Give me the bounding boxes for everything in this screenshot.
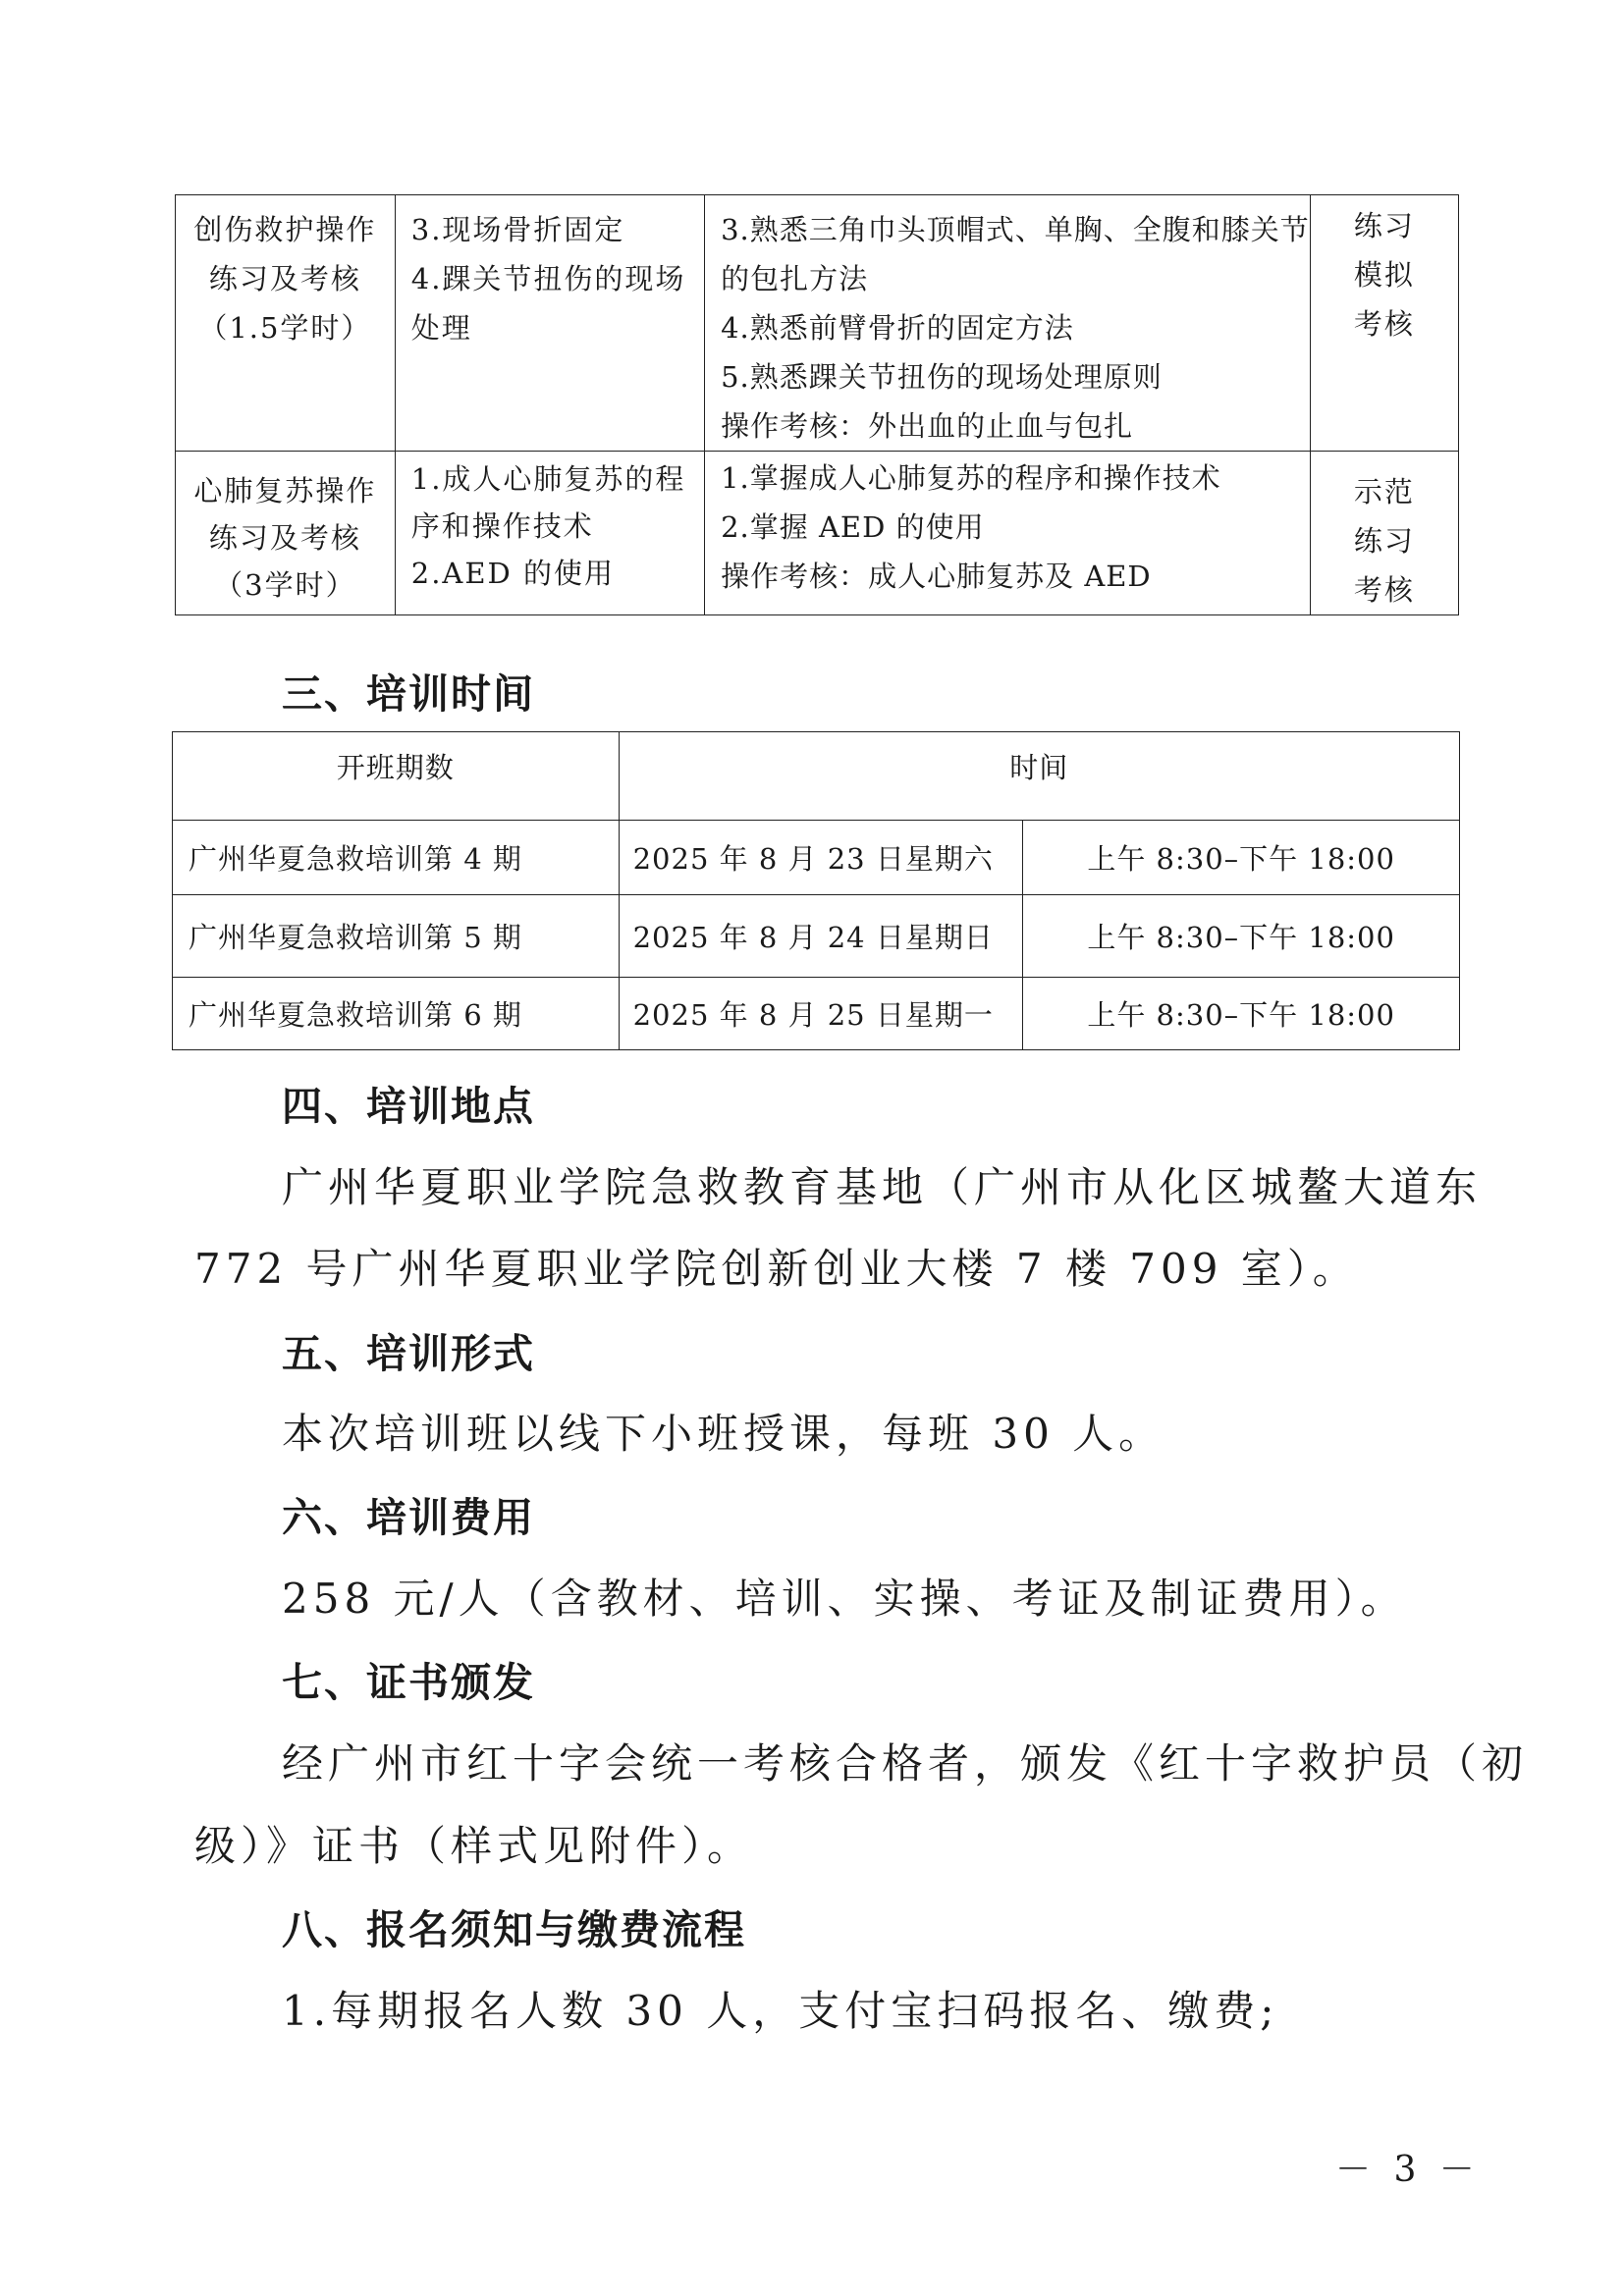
module-cell: [176, 452, 396, 615]
method-line: 练习: [1353, 209, 1415, 242]
objective-line: 的包扎方法: [721, 262, 869, 295]
objective-line: 2.掌握 AED 的使用: [721, 510, 985, 544]
table-row: [176, 452, 1459, 615]
course-table: [175, 194, 1459, 615]
module-line: 创伤救护操作: [193, 213, 377, 246]
table-row: [173, 895, 1460, 978]
paragraph-line: 772 号广州华夏职业学院创新创业大楼 7 楼 709 室）。: [194, 1245, 1359, 1293]
module-line: 心肺复苏操作: [193, 474, 377, 507]
hours-cell: 上午 8:30–下午 18:00: [1023, 821, 1460, 895]
module-line: 练习及考核: [208, 521, 361, 555]
schedule-table: [172, 731, 1460, 1050]
content-line: 处理: [410, 311, 472, 345]
date-cell: 2025 年 8 月 23 日星期六: [619, 821, 1023, 895]
hours-cell: 上午 8:30–下午 18:00: [1023, 895, 1460, 978]
page-number: － 3 －: [1335, 2150, 1481, 2190]
paragraph-line: 本次培训班以线下小班授课，每班 30 人。: [282, 1410, 1165, 1458]
table-header-row: [173, 732, 1460, 821]
content-cell: [395, 195, 704, 452]
paragraph-line: 级）》证书（样式见附件）。: [194, 1822, 754, 1870]
method-cell: [1310, 195, 1458, 452]
section-heading: 六、培训费用: [282, 1494, 535, 1541]
module-line: （3学时）: [214, 568, 356, 602]
content-line: 3.现场骨折固定: [410, 213, 625, 246]
method-line: 考核: [1353, 573, 1415, 607]
objective-line: 4.熟悉前臂骨折的固定方法: [721, 311, 1074, 345]
objective-line: 5.熟悉踝关节扭伤的现场处理原则: [721, 360, 1163, 394]
section-heading: 八、报名须知与缴费流程: [282, 1906, 746, 1953]
session-cell: 广州华夏急救培训第 6 期: [173, 978, 620, 1050]
method-line: 考核: [1353, 307, 1415, 341]
objective-line: 操作考核：成人心肺复苏及 AED: [721, 560, 1152, 593]
table-row: [173, 821, 1460, 895]
module-cell: [176, 195, 396, 452]
method-line: 练习: [1353, 524, 1415, 558]
hours-cell: 上午 8:30–下午 18:00: [1023, 978, 1460, 1050]
objective-line: 1.掌握成人心肺复苏的程序和操作技术: [721, 461, 1221, 495]
content-cell: [395, 452, 704, 615]
paragraph-line: 1.每期报名人数 30 人，支付宝扫码报名、缴费;: [282, 1987, 1279, 2035]
method-cell: [1310, 452, 1458, 615]
method-line: 模拟: [1353, 258, 1415, 292]
content-line: 4.踝关节扭伤的现场: [410, 262, 686, 295]
session-cell: 广州华夏急救培训第 4 期: [173, 821, 620, 895]
section-heading: 五、培训形式: [282, 1330, 535, 1377]
content-line: 2.AED 的使用: [410, 557, 616, 590]
date-cell: 2025 年 8 月 24 日星期日: [619, 895, 1023, 978]
section-heading: 四、培训地点: [282, 1083, 535, 1130]
paragraph-line: 广州华夏职业学院急救教育基地（广州市从化区城鳌大道东: [282, 1163, 1483, 1211]
paragraph-line: 经广州市红十字会统一考核合格者，颁发《红十字救护员（初: [282, 1739, 1529, 1788]
header-session: 开班期数: [173, 732, 620, 821]
paragraph-line: 258 元/人（含教材、培训、实操、考证及制证费用）。: [282, 1575, 1407, 1623]
date-cell: 2025 年 8 月 25 日星期一: [619, 978, 1023, 1050]
objective-line: 3.熟悉三角巾头顶帽式、单胸、全腹和膝关节: [721, 213, 1310, 246]
session-cell: 广州华夏急救培训第 5 期: [173, 895, 620, 978]
method-line: 示范: [1353, 475, 1415, 508]
module-line: （1.5学时）: [198, 311, 372, 345]
content-line: 1.成人心肺复苏的程: [410, 462, 686, 496]
objectives-cell: [705, 195, 1311, 452]
objective-line: 操作考核：外出血的止血与包扎: [721, 409, 1134, 443]
table-row: [173, 978, 1460, 1050]
module-line: 练习及考核: [208, 262, 361, 295]
section-heading: 三、培训时间: [282, 670, 535, 718]
content-line: 序和操作技术: [410, 509, 594, 543]
header-time: 时间: [619, 732, 1459, 821]
objectives-cell: [705, 452, 1311, 615]
section-heading: 七、证书颁发: [282, 1659, 535, 1706]
table-row: [176, 195, 1459, 452]
